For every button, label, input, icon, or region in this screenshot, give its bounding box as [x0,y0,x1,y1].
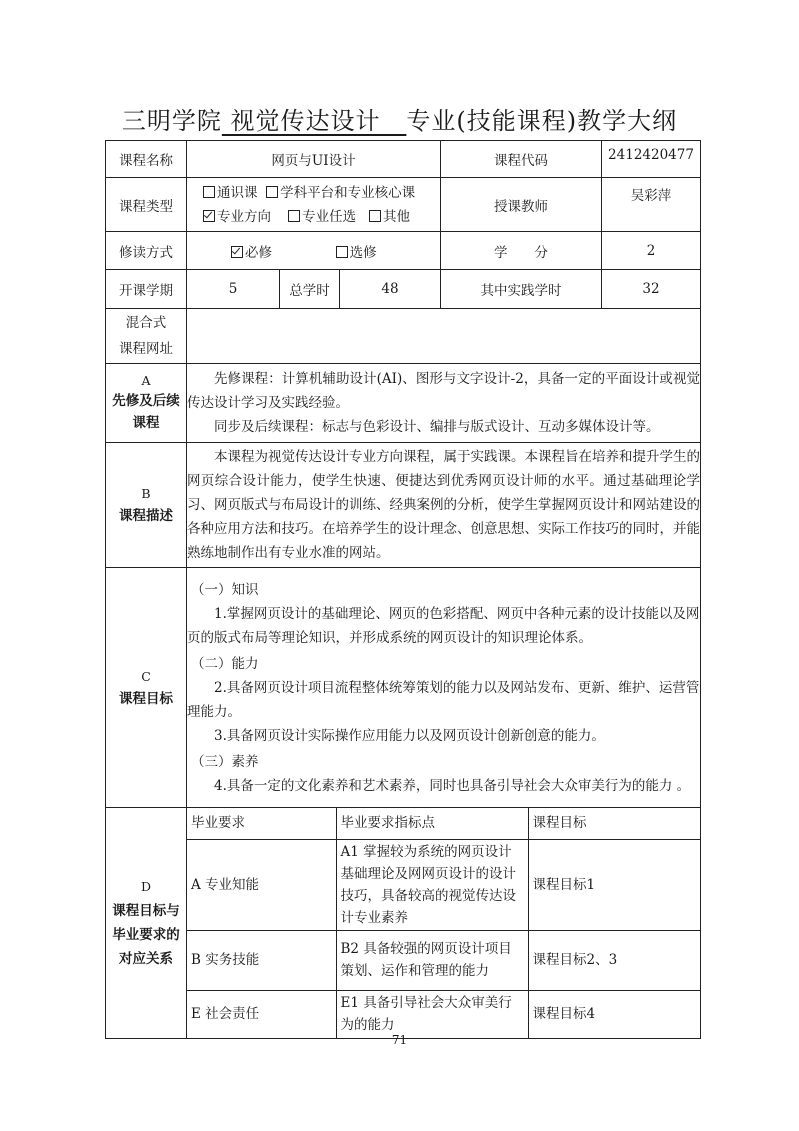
course-name-label: 课程名称 [106,141,187,178]
section-d [106,808,701,1039]
checkbox-checked-icon [231,246,243,258]
semester-label: 开课学期 [106,270,187,309]
section-b [106,443,701,568]
requirement-cell: E 社会责任 [187,990,336,1038]
total-hours-value: 48 [340,270,441,309]
table-row [187,839,700,930]
section-d-label: D 课程目标与 毕业要求的 对应关系 [106,808,187,1039]
course-description: 本课程为视觉传达设计专业方向课程，属于实践课。本课程旨在培养和提升学生的网页综合设计能力，使学生快速、便捷达到优秀网页设计师的水平。通过基础理论学习、网页版式与布局设计的训练、经典案例的分析，使学生掌握网页设计和网站建设的各种应用方法和技巧。在培养学生的设计理念、创意思想、实际工作技巧的同时，并能熟练地制作出有专业水准的网站。 [187,443,701,568]
section-a [106,364,701,443]
row-semester [106,270,701,309]
type-option-other[interactable]: 其他 [369,209,410,225]
objective-3: 3.具备网页设计实际操作应用能力以及网页设计创新创意的能力。 [214,727,605,744]
indicator-cell: A1 掌握较为系统的网页设计基础理论及网网页设计的设计技巧，具备较高的视觉传达设计专业素养 [336,839,528,930]
checkbox-icon [203,186,215,198]
semester-value: 5 [187,270,280,309]
course-objectives [187,568,701,808]
header-indicator: 毕业要求指标点 [336,808,528,839]
checkbox-icon [288,210,300,222]
title-suffix: 专业(技能课程)教学大纲 [406,107,678,135]
credit-label: 学 分 [441,232,602,270]
teacher-value: 吴彩萍 [602,178,701,232]
course-name-value: 网页与UI设计 [187,141,441,178]
type-option-general[interactable]: 通识课 [203,185,258,201]
objective-2: 2.具备网页设计项目流程整体统筹策划的能力以及网站发布、更新、维护、运营管理能力。 [187,679,700,720]
study-mode-label: 修读方式 [106,232,187,270]
page-title [0,101,799,136]
objective-heading-ability: （二）能力 [191,655,259,672]
course-type-label: 课程类型 [106,178,187,232]
type-option-direction[interactable]: 专业方向 [203,209,271,225]
section-c-label: C 课程目标 [106,568,187,808]
goal-cell: 课程目标4 [528,990,700,1038]
goal-cell: 课程目标2、3 [528,930,700,990]
indicator-cell: B2 具备较强的网页设计项目策划、运作和管理的能力 [336,930,528,990]
course-code-value: 2412420477 [602,141,701,178]
table-row [187,990,700,1038]
practice-hours-label: 其中实践学时 [441,270,602,309]
prerequisite-text: 先修课程：计算机辅助设计(AI)、图形与文字设计-2，具备一定的平面设计或视觉传达设计学习及实践经验。 [187,371,700,411]
row-study-mode [106,232,701,270]
mixed-url-value [187,309,701,364]
course-code-label: 课程代码 [441,141,602,178]
section-b-label: B 课程描述 [106,443,187,568]
page-number: 71 [391,1033,408,1047]
study-mode-options [187,232,441,270]
title-prefix: 三明学院 [121,107,222,135]
teacher-label: 授课教师 [441,178,602,232]
type-option-core[interactable]: 学科平台和专业核心课 [266,185,415,201]
indicator-cell: E1 具备引导社会大众审美行为的能力 [336,990,528,1038]
requirement-cell: A 专业知能 [187,839,336,930]
mixed-url-label: 混合式 课程网址 [106,309,187,364]
row-mixed-url [106,309,701,364]
table-row [187,930,700,990]
credit-value: 2 [602,232,701,270]
mode-option-required[interactable]: 必修 [231,245,272,261]
requirement-cell: B 实务技能 [187,930,336,990]
mapping-table [187,808,700,1038]
section-a-label: A 先修及后续 课程 [106,364,187,443]
type-option-elective[interactable]: 专业任选 [288,209,356,225]
objective-heading-knowledge: （一）知识 [191,581,259,598]
objective-4: 4.具备一定的文化素养和艺术素养，同时也具备引导社会大众审美行为的能力 。 [214,777,691,794]
checkbox-checked-icon [203,210,215,222]
mapping-table-cell [187,808,701,1039]
mapping-header-row [187,808,700,839]
syllabus-table [105,140,701,1039]
objective-1: 1.掌握网页设计的基础理论、网页的色彩搭配、网页中各种元素的设计技能以及网页的版式布局等理论知识，并形成系统的网页设计的知识理论体系。 [187,605,700,646]
row-course-type [106,178,701,232]
section-a-content [187,364,701,443]
section-c [106,568,701,808]
mode-option-optional[interactable]: 选修 [336,245,377,261]
goal-cell: 课程目标1 [528,839,700,930]
checkbox-icon [266,186,278,198]
practice-hours-value: 32 [602,270,701,309]
header-requirement: 毕业要求 [191,815,245,832]
checkbox-icon [336,246,348,258]
total-hours-label: 总学时 [280,270,340,309]
follow-up-text: 同步及后续课程：标志与色彩设计、编排与版式设计、互动多媒体设计等。 [214,419,660,435]
row-course-name [106,141,701,178]
course-type-options [187,178,441,232]
checkbox-icon [369,210,381,222]
header-goal: 课程目标 [528,808,700,839]
objective-heading-literacy: （三）素养 [191,753,259,770]
title-major: 视觉传达设计 [230,107,381,135]
